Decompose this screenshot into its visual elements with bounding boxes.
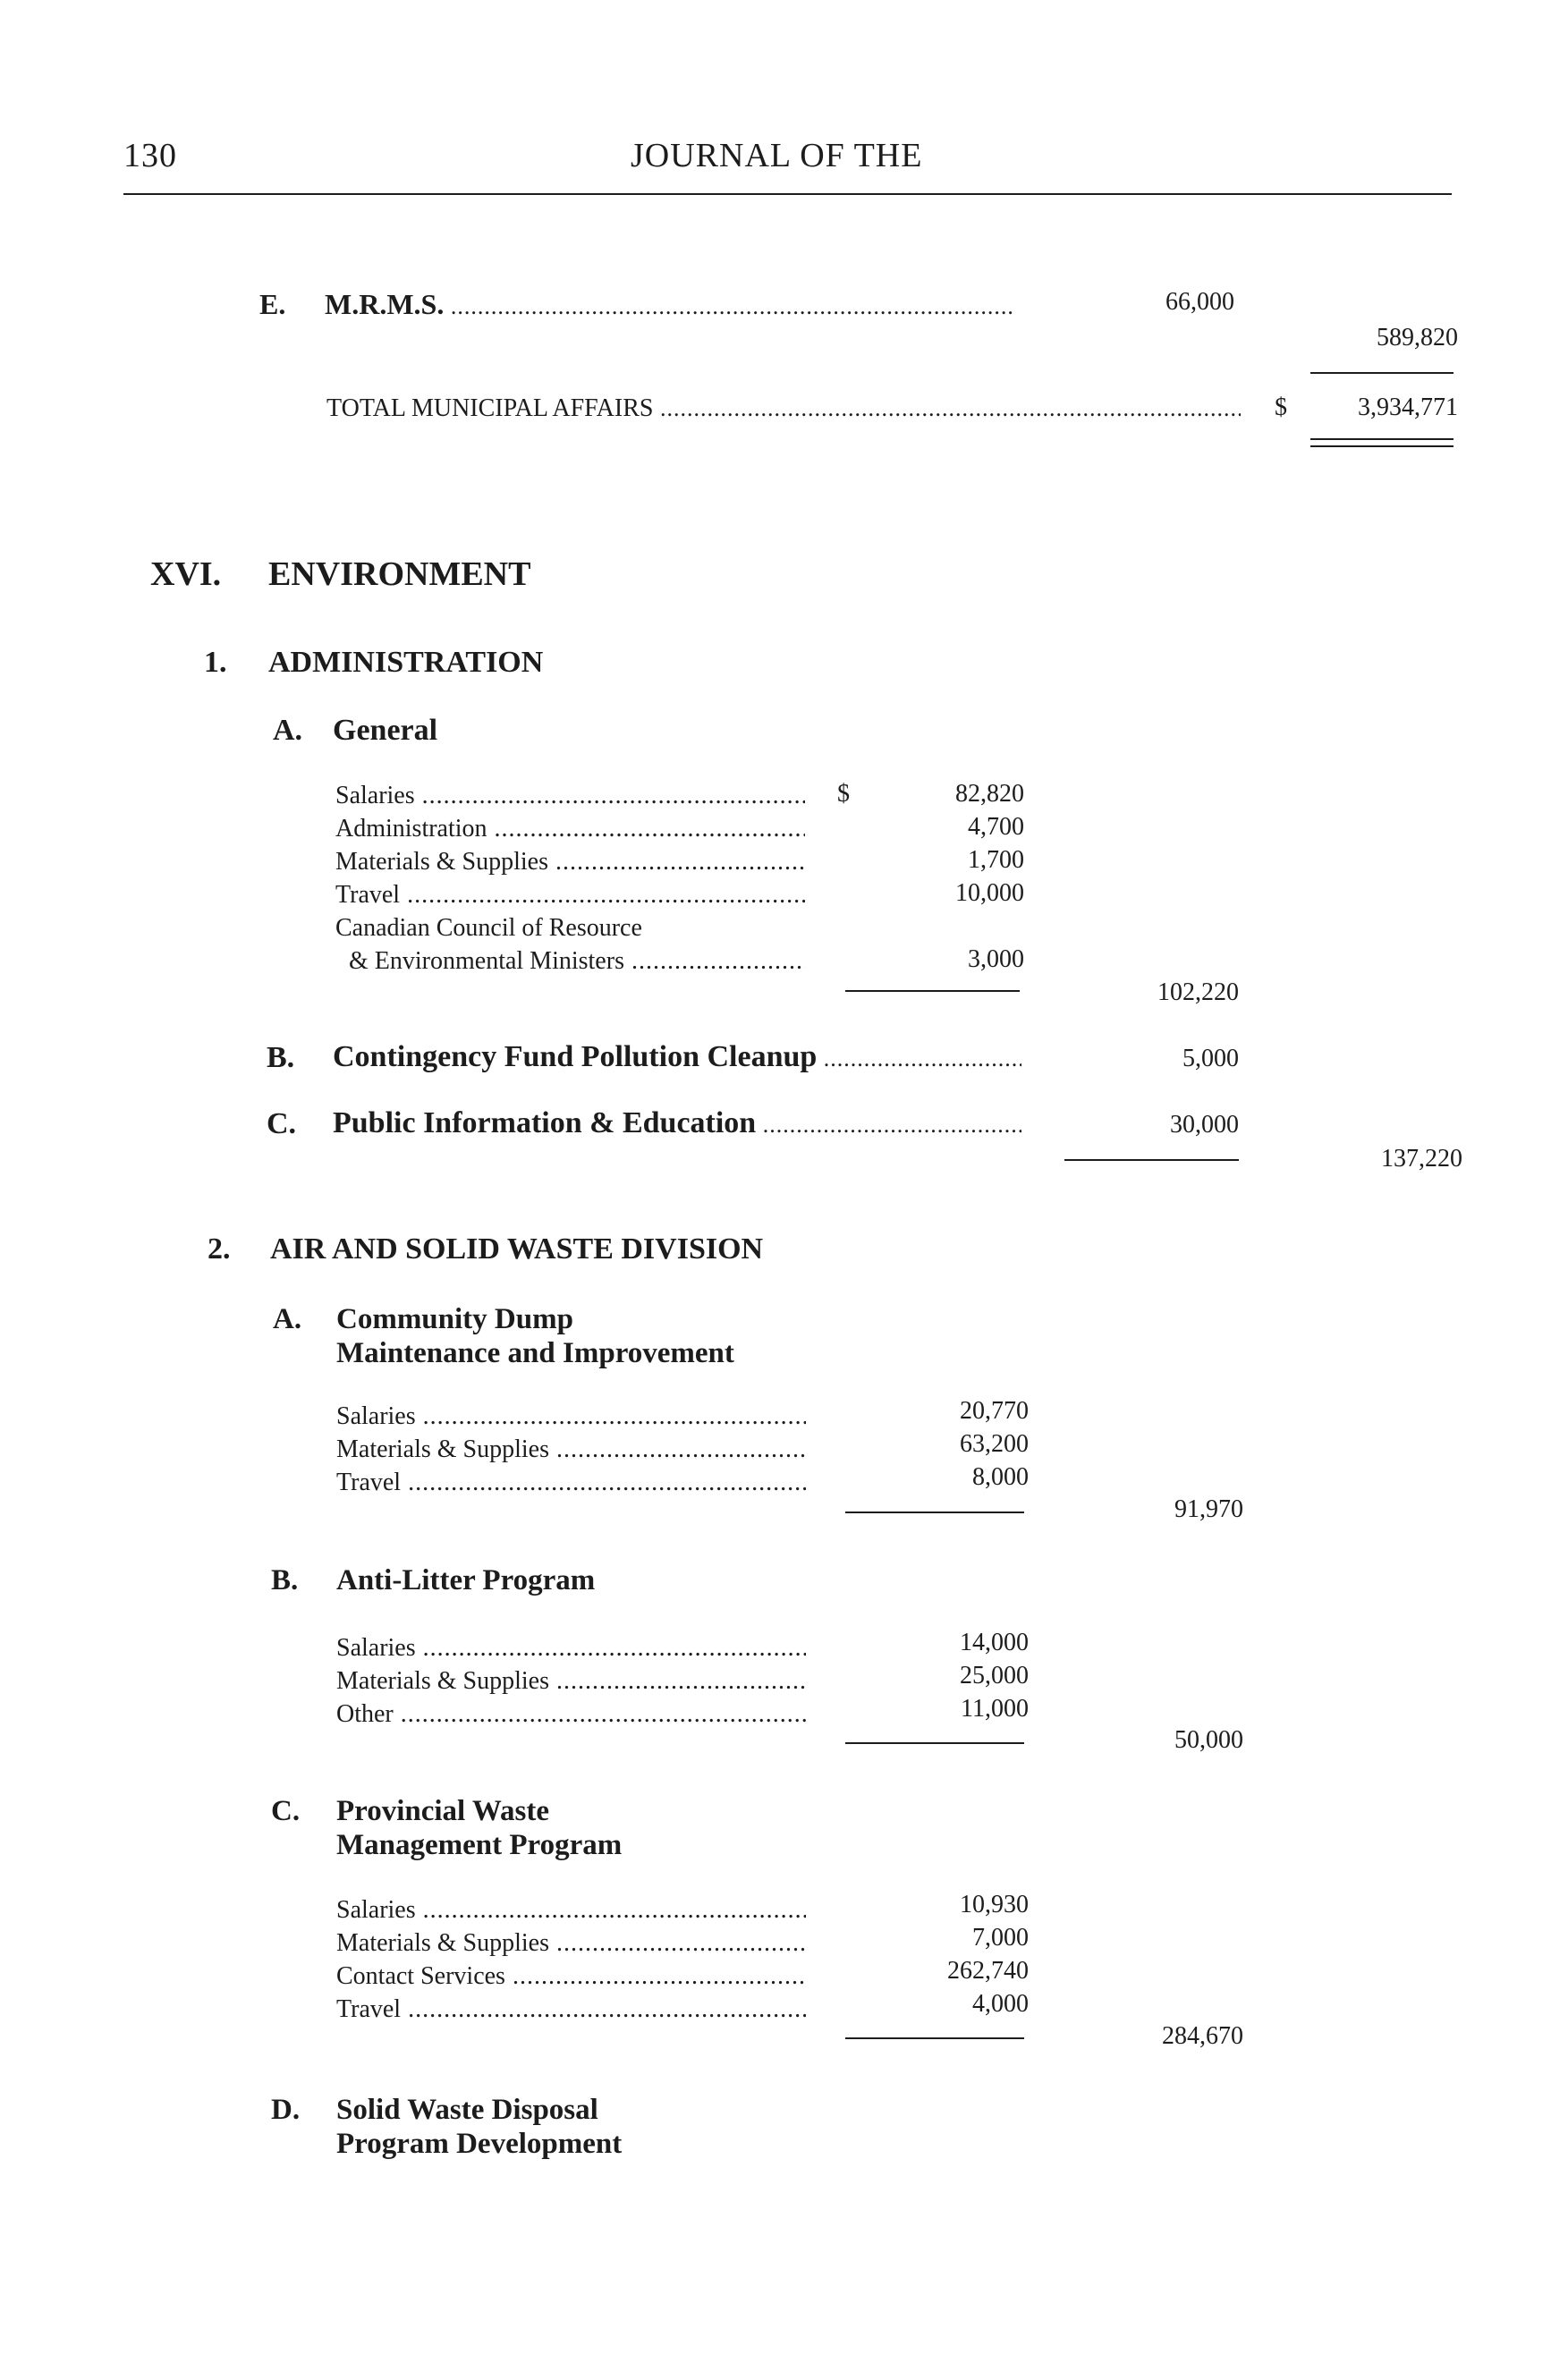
- div2-a-title-2: Maintenance and Improvement: [336, 1337, 734, 1369]
- div2-c-title-2: Management Program: [336, 1829, 623, 1861]
- div1-a-item-label: Materials & Supplies .....: [335, 846, 805, 878]
- div1-a-item-amount: 10,000: [955, 879, 1024, 907]
- div2-a-title-1: Community Dump: [336, 1303, 573, 1335]
- div1-a-item-label: Canadian Council of Resource: [335, 914, 642, 942]
- div1-a-item-label: Salaries .....: [335, 780, 805, 812]
- div2-b-letter: B.: [271, 1564, 299, 1596]
- div2-a-total: 91,970: [1174, 1495, 1243, 1523]
- division2-title: AIR AND SOLID WASTE DIVISION: [270, 1232, 764, 1266]
- subtotal-rule: [1310, 372, 1454, 374]
- item-e-label: M.R.M.S. .....: [325, 284, 1013, 324]
- div2-b-item-amount: 11,000: [961, 1695, 1029, 1723]
- section-title: ENVIRONMENT: [268, 555, 531, 593]
- section-numeral: XVI.: [150, 555, 222, 593]
- total-currency: $: [1275, 394, 1287, 421]
- div1-c-title: Public Information & Education .....: [333, 1104, 1021, 1143]
- division2-number: 2.: [208, 1232, 231, 1266]
- page-number: 130: [123, 137, 177, 174]
- total-double-rule-1: [1310, 438, 1454, 440]
- total-double-rule-2: [1310, 445, 1454, 447]
- div1-a-item-amount: 3,000: [968, 945, 1024, 973]
- div1-a-item-amount: 4,700: [968, 813, 1024, 841]
- div1-b-title: Contingency Fund Pollution Cleanup .....: [333, 1037, 1021, 1077]
- div2-c-item-label: Travel .....: [336, 1994, 806, 2026]
- div2-c-item-amount: 10,930: [960, 1891, 1029, 1918]
- division1-title: ADMINISTRATION: [268, 646, 544, 679]
- div2-b-item-amount: 25,000: [960, 1662, 1029, 1689]
- div2-a-item-amount: 63,200: [960, 1430, 1029, 1458]
- div2-b-total: 50,000: [1174, 1726, 1243, 1754]
- div2-c-item-label: Salaries .....: [336, 1894, 806, 1926]
- div1-a-item-label: & Environmental Ministers .....: [349, 945, 805, 978]
- div1-a-item-label: Administration .....: [335, 813, 805, 845]
- div2-b-item-label: Other .....: [336, 1698, 806, 1731]
- div2-b-item-amount: 14,000: [960, 1629, 1029, 1656]
- div1-a-rule: [845, 990, 1020, 992]
- div1-c-amount: 30,000: [1170, 1111, 1239, 1139]
- div2-c-letter: C.: [271, 1795, 301, 1827]
- div2-a-item-amount: 8,000: [972, 1463, 1029, 1491]
- div1-b-letter: B.: [267, 1041, 295, 1074]
- div2-a-item-label: Materials & Supplies .....: [336, 1434, 806, 1466]
- div2-c-item-amount: 7,000: [972, 1924, 1029, 1952]
- div2-a-item-label: Salaries .....: [336, 1401, 806, 1433]
- div2-d-title-1: Solid Waste Disposal: [336, 2094, 598, 2126]
- div2-a-rule: [845, 1512, 1024, 1513]
- div2-c-title-1: Provincial Waste: [336, 1795, 550, 1827]
- item-e-letter: E.: [259, 288, 286, 320]
- div2-c-item-amount: 4,000: [972, 1990, 1029, 2018]
- div1-a-item-amount: 1,700: [968, 846, 1024, 874]
- div1-a-currency: $: [837, 780, 850, 808]
- running-title: JOURNAL OF THE: [631, 137, 923, 174]
- div2-d-letter: D.: [271, 2094, 301, 2126]
- div2-b-item-label: Salaries .....: [336, 1632, 806, 1664]
- total-municipal-affairs-label: TOTAL MUNICIPAL AFFAIRS .....: [326, 389, 1241, 428]
- division1-number: 1.: [204, 646, 227, 679]
- div1-a-item-label: Travel .....: [335, 879, 805, 911]
- header-rule: [123, 193, 1452, 195]
- div2-a-item-amount: 20,770: [960, 1397, 1029, 1425]
- div2-c-item-label: Contact Services .....: [336, 1960, 806, 1993]
- div2-c-item-amount: 262,740: [947, 1957, 1029, 1985]
- div1-a-title: General: [333, 714, 438, 747]
- div1-a-letter: A.: [273, 714, 303, 747]
- total-amount: 3,934,771: [1358, 394, 1458, 421]
- div1-a-total: 102,220: [1157, 978, 1239, 1006]
- item-e-amount: 66,000: [1165, 288, 1234, 316]
- div1-c-rule: [1064, 1159, 1239, 1161]
- div2-a-item-label: Travel .....: [336, 1467, 806, 1499]
- div2-b-rule: [845, 1742, 1024, 1744]
- div1-a-item-amount: 82,820: [955, 780, 1024, 808]
- div1-c-letter: C.: [267, 1107, 297, 1140]
- div1-b-amount: 5,000: [1182, 1045, 1239, 1072]
- div2-c-rule: [845, 2037, 1024, 2039]
- div2-b-item-label: Materials & Supplies .....: [336, 1665, 806, 1698]
- div2-a-letter: A.: [273, 1303, 302, 1335]
- div2-b-title: Anti-Litter Program: [336, 1564, 596, 1596]
- division1-total: 137,220: [1381, 1145, 1462, 1173]
- subtotal-amount: 589,820: [1377, 324, 1458, 351]
- div2-c-total: 284,670: [1162, 2022, 1243, 2050]
- div2-c-item-label: Materials & Supplies .....: [336, 1927, 806, 1960]
- div2-d-title-2: Program Development: [336, 2128, 623, 2160]
